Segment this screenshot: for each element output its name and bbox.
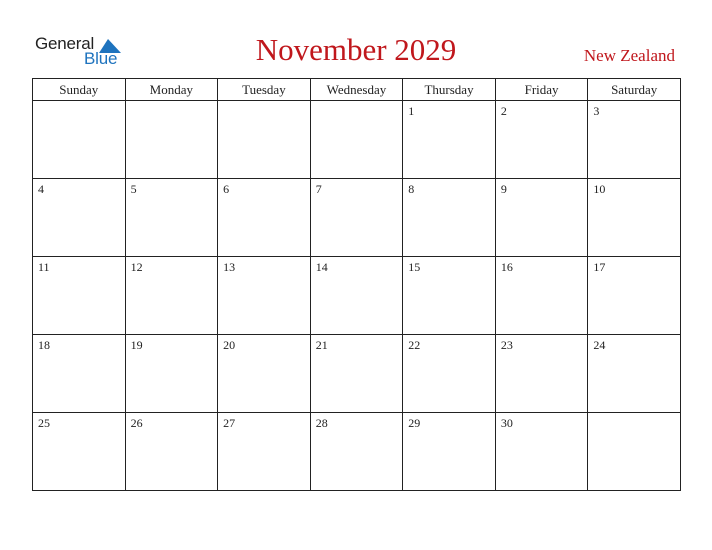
day-cell <box>588 335 681 413</box>
day-cell <box>125 101 218 179</box>
day-cell <box>310 257 403 335</box>
day-cell <box>218 413 311 491</box>
logo-word-general: General <box>35 34 95 53</box>
day-cell <box>125 179 218 257</box>
day-number: 25 <box>38 416 50 430</box>
day-number: 22 <box>408 338 421 352</box>
calendar-grid <box>32 78 681 491</box>
day-cell <box>403 179 496 257</box>
day-cell <box>125 257 218 335</box>
day-cell <box>588 257 681 335</box>
day-number: 29 <box>408 416 421 430</box>
week-row <box>33 101 681 179</box>
country-label: New Zealand <box>583 46 675 65</box>
day-number: 19 <box>130 338 143 352</box>
day-number: 7 <box>315 182 322 196</box>
day-cell <box>33 413 126 491</box>
day-cell <box>588 179 681 257</box>
day-cell <box>495 101 588 179</box>
day-cell <box>218 101 311 179</box>
day-number: 21 <box>315 338 328 352</box>
day-cell <box>495 413 588 491</box>
day-cell <box>125 335 218 413</box>
day-number: 3 <box>593 104 600 118</box>
day-number: 28 <box>315 416 328 430</box>
day-number: 11 <box>38 260 50 274</box>
day-cell <box>310 101 403 179</box>
day-number <box>588 421 593 424</box>
day-cell <box>33 179 126 257</box>
day-number: 26 <box>130 416 143 430</box>
day-cell <box>588 413 681 491</box>
weekday-header: Saturday <box>588 79 681 101</box>
day-number: 30 <box>500 416 513 430</box>
day-cell <box>33 101 126 179</box>
day-cell <box>33 257 126 335</box>
day-number: 16 <box>500 260 513 274</box>
day-cell <box>218 179 311 257</box>
day-cell <box>310 179 403 257</box>
day-number <box>33 109 38 112</box>
week-row <box>33 413 681 491</box>
day-cell <box>403 101 496 179</box>
day-number: 1 <box>408 104 415 118</box>
day-number <box>126 109 131 112</box>
weekday-header: Tuesday <box>218 79 311 101</box>
week-row <box>33 179 681 257</box>
day-cell <box>125 413 218 491</box>
week-row <box>33 257 681 335</box>
weekday-header: Sunday <box>33 79 126 101</box>
day-number: 14 <box>315 260 328 274</box>
month-title: November 2029 <box>255 32 457 67</box>
weekday-header: Thursday <box>403 79 496 101</box>
day-number: 4 <box>38 182 44 196</box>
day-cell <box>310 335 403 413</box>
day-number: 9 <box>500 182 507 196</box>
day-number: 15 <box>408 260 421 274</box>
day-number: 8 <box>408 182 415 196</box>
day-number: 2 <box>500 104 507 118</box>
day-cell <box>495 335 588 413</box>
day-number: 17 <box>593 260 606 274</box>
day-number: 5 <box>130 182 137 196</box>
day-cell <box>403 257 496 335</box>
day-number <box>218 109 223 112</box>
day-cell <box>495 179 588 257</box>
day-number: 27 <box>223 416 236 430</box>
day-number: 20 <box>223 338 236 352</box>
weekday-header: Friday <box>495 79 588 101</box>
day-number: 23 <box>500 338 513 352</box>
logo-word-blue: Blue <box>84 49 118 68</box>
day-cell <box>310 413 403 491</box>
day-cell <box>218 335 311 413</box>
day-cell <box>495 257 588 335</box>
weekday-header: Wednesday <box>310 79 403 101</box>
day-cell <box>218 257 311 335</box>
day-number: 12 <box>130 260 143 274</box>
day-number: 6 <box>223 182 230 196</box>
day-number: 24 <box>593 338 606 352</box>
day-cell <box>588 101 681 179</box>
day-cell <box>33 335 126 413</box>
day-number: 10 <box>593 182 606 196</box>
weekday-header-row <box>33 79 681 101</box>
day-cell <box>403 413 496 491</box>
weekday-header: Monday <box>125 79 218 101</box>
week-row <box>33 335 681 413</box>
day-number: 13 <box>223 260 236 274</box>
day-number <box>311 109 316 112</box>
day-cell <box>403 335 496 413</box>
day-number: 18 <box>38 338 50 352</box>
